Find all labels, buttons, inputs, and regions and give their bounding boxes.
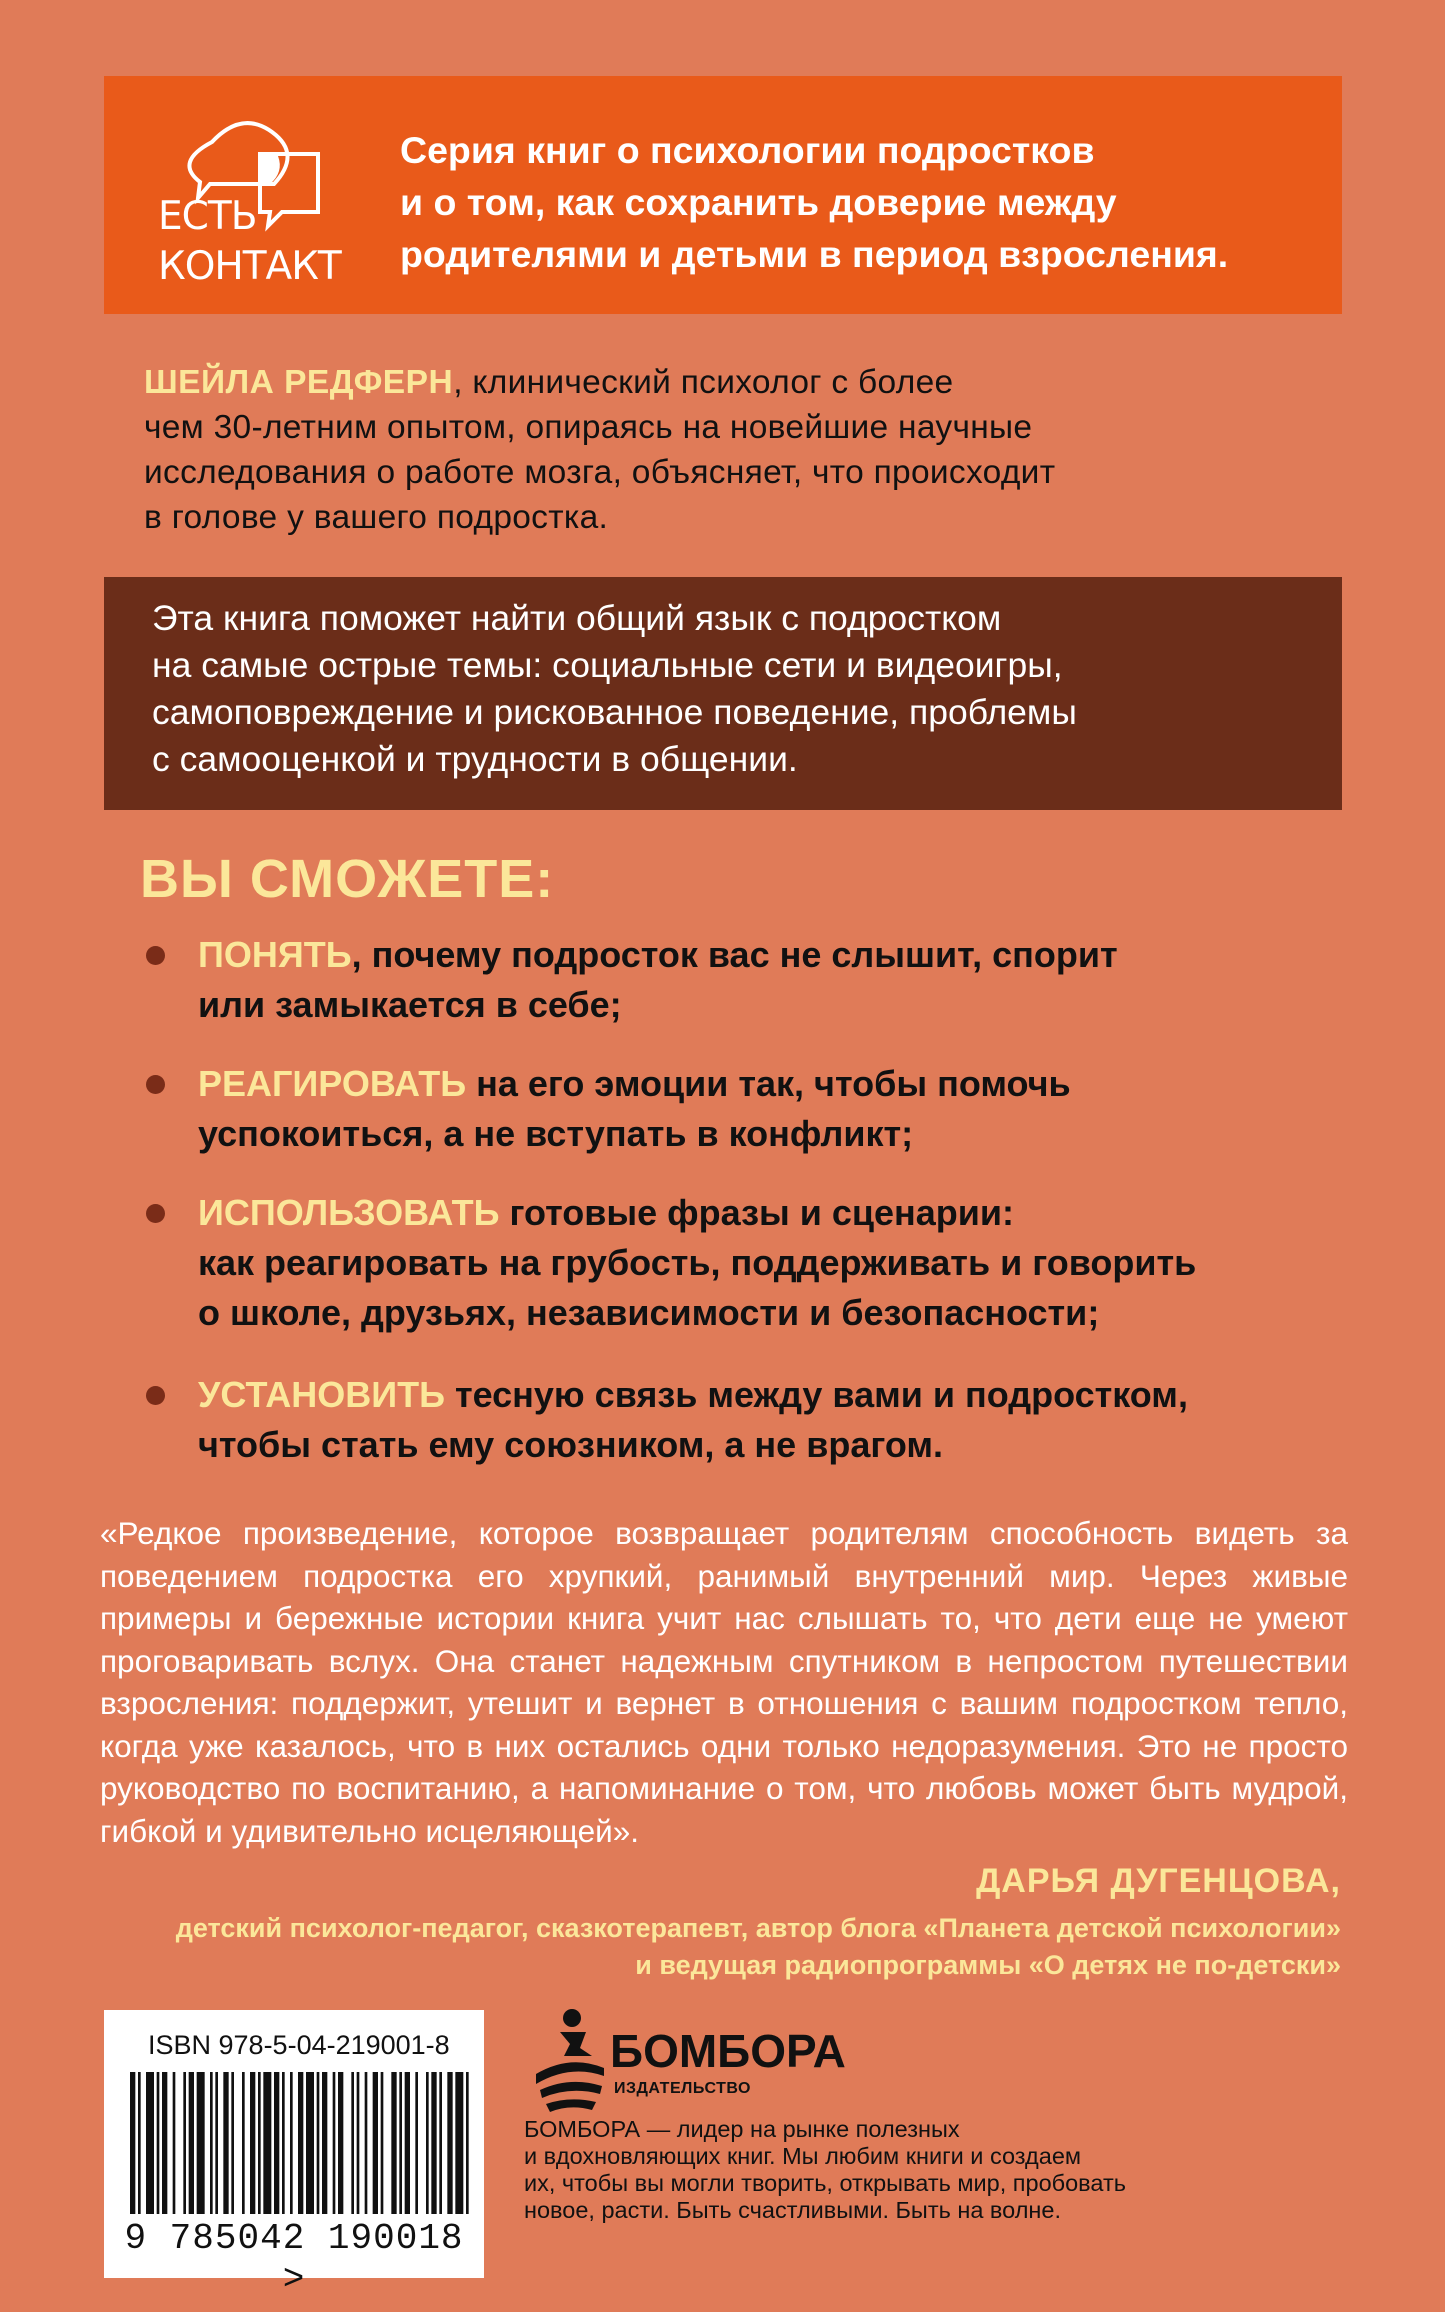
barcode-bar <box>357 2072 360 2214</box>
barcode-bar <box>351 2072 354 2214</box>
bullet-dot-icon <box>146 1204 165 1223</box>
barcode-bar <box>298 2072 303 2214</box>
benefit-item: ИСПОЛЬЗОВАТЬ готовые фразы и сценарии: как реагировать на грубость, поддерживать и говорить о школе, друзьях, независимости и безопасности; <box>198 1188 1308 1338</box>
barcode-bar <box>290 2072 293 2214</box>
barcode-bar <box>197 2072 205 2214</box>
benefit-item: УСТАНОВИТЬ тесную связь между вами и подростком, чтобы стать ему союзником, а не врагом. <box>198 1370 1308 1470</box>
barcode-bar <box>130 2072 135 2214</box>
isbn-label: ISBN 978-5-04-219001-8 <box>148 2030 450 2060</box>
barcode-bar <box>162 2072 167 2214</box>
barcode-bar <box>242 2072 245 2214</box>
barcode-bar <box>455 2072 463 2214</box>
barcode-bar <box>338 2072 343 2214</box>
benefit-item: РЕАГИРОВАТЬ на его эмоции так, чтобы помочь успокоиться, а не вступать в конфликт; <box>198 1059 1308 1159</box>
barcode-bar <box>333 2072 336 2214</box>
barcode-bar <box>439 2072 442 2214</box>
barcode-bar <box>157 2072 160 2214</box>
barcode-bar <box>381 2072 384 2214</box>
barcode-bar <box>466 2072 469 2214</box>
barcode-bar <box>373 2072 378 2214</box>
barcode-bar <box>399 2072 402 2214</box>
barcode-bar <box>282 2072 285 2214</box>
barcode-bar <box>415 2072 418 2214</box>
barcode-bar <box>215 2072 218 2214</box>
benefits-heading: ВЫ СМОЖЕТЕ: <box>140 849 555 909</box>
barcode-digits: 9 785042 190018 > <box>124 2218 464 2300</box>
barcode-bar <box>210 2072 213 2214</box>
barcode-bar <box>223 2072 228 2214</box>
publisher-name: БОМБОРА <box>610 2025 846 2077</box>
barcode-bar <box>306 2072 314 2214</box>
quote-author-name: ДАРЬЯ ДУГЕНЦОВА, <box>976 1862 1341 1900</box>
barcode-bar <box>431 2072 436 2214</box>
barcode-bar <box>391 2072 396 2214</box>
barcode-bar <box>258 2072 261 2214</box>
barcode-bar <box>146 2072 154 2214</box>
bullet-dot-icon <box>146 1075 165 1094</box>
bullet-dot-icon <box>146 1386 165 1405</box>
barcode-bar <box>426 2072 429 2214</box>
review-quote: «Редкое произведение, которое возвращает родителям способность видеть за поведением подростка его хрупкий, ранимый внутренний мир. Через живые примеры и бережные истории книга учит нас слышать то, что дети еще не умеют проговаривать вслух. Она станет надежным спутником в непростом путешествии взросления: поддержит, утешит и вернет в отношения с вашим подростком тепло, когда уже казалось, что в них остались одни только недоразумения. Это не просто руководство по воспитанию, а напоминание о том, что любовь может быть мудрой, гибкой и удивительно исцеляющей». <box>100 1515 1348 1849</box>
barcode-bar <box>263 2072 271 2214</box>
barcode-bar <box>447 2072 452 2214</box>
barcode-bar <box>322 2072 327 2214</box>
barcode-bar <box>365 2072 368 2214</box>
book-help-box <box>104 577 1342 810</box>
barcode-panel <box>104 2010 484 2300</box>
barcode-bar <box>250 2072 255 2214</box>
series-logo-text: ЕСТЬ КОНТАКТ <box>158 194 341 289</box>
barcode-bar <box>274 2072 279 2214</box>
barcode-bar <box>138 2072 141 2214</box>
barcode-bar <box>317 2072 320 2214</box>
barcode-bar <box>183 2072 186 2214</box>
publisher-logo <box>530 2004 846 2114</box>
barcode-bar <box>189 2072 194 2214</box>
barcode-bar <box>173 2072 176 2214</box>
series-description: Серия книг о психологии подростков и о том, как сохранить доверие между родителями и детьми в период взросления. <box>400 129 1229 275</box>
author-intro: ШЕЙЛА РЕДФЕРН, клинический психолог с более чем 30-летним опытом, опираясь на новейшие научные исследования о работе мозга, объясняет, что происходит в голове у вашего подростка. <box>144 364 1056 536</box>
barcode-bars-icon <box>130 2072 474 2214</box>
barcode-bar <box>405 2072 410 2214</box>
book-help-text: Эта книга поможет найти общий язык с подростком на самые острые темы: социальные сети и видеоигры, самоповреждение и рискованное поведение, проблемы с самооценкой и трудности в общении. <box>152 598 1077 779</box>
bullet-dot-icon <box>146 946 165 965</box>
series-banner <box>104 76 1342 314</box>
author-name: ШЕЙЛА РЕДФЕРН <box>144 364 454 401</box>
barcode-bar <box>231 2072 234 2214</box>
publisher-description: БОМБОРА — лидер на рынке полезных и вдохновляющих книг. Мы любим книги и создаем их, чтобы вы могли творить, открывать мир, пробовать новое, расти. Быть счастливыми. Быть на волне. <box>524 2116 1126 2223</box>
wave-rider-logo-icon <box>530 2004 610 2114</box>
benefit-item: ПОНЯТЬ, почему подросток вас не слышит, спорит или замыкается в себе; <box>198 930 1308 1030</box>
publisher-subtitle: ИЗДАТЕЛЬСТВО <box>614 2080 751 2097</box>
quote-author-description: детский психолог-педагог, сказкотерапевт, автор блога «Планета детской психологии» и ведущая радиопрограммы «О детях не по-детски» <box>175 1913 1341 1980</box>
